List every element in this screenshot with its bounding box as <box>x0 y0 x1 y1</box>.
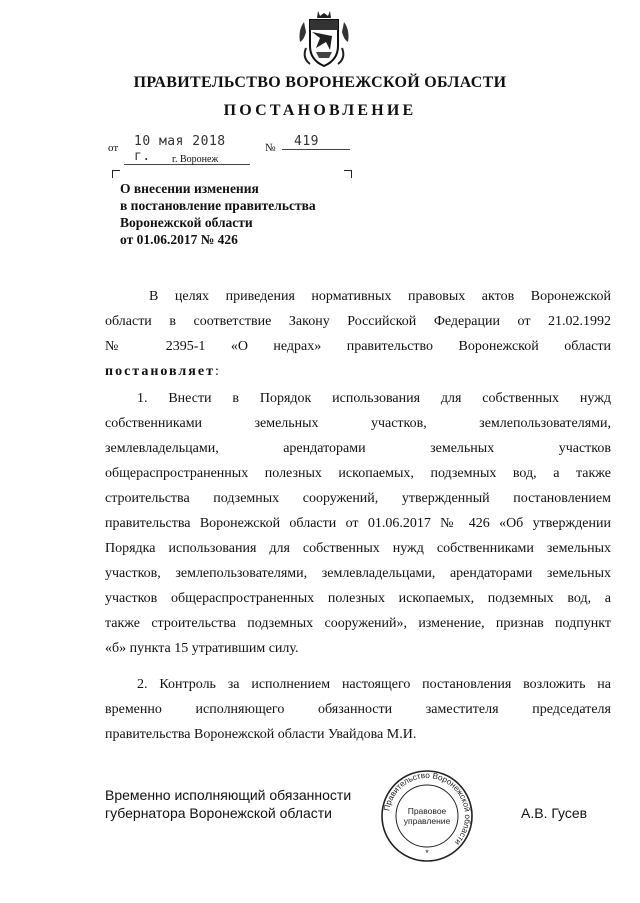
paragraph-line: правительства Воронежской области от 01.06.2017 № 426 «Об утверждении <box>105 516 611 531</box>
paragraph-line: землевладельцами, арендаторами земельных участков <box>105 441 611 456</box>
left-corner-mark <box>112 170 120 178</box>
subject-line: О внесении изменения <box>120 181 259 196</box>
signatory-title-line: губернатора Воронежской области <box>105 805 332 821</box>
signatory-title-line: Временно исполняющий обязанности <box>105 787 352 803</box>
paragraph-line: Порядка использования для собственных нужд собственниками земельных <box>105 541 611 556</box>
paragraph-line: участков общераспространенных полезных ископаемых, подземных вод, а <box>105 591 611 606</box>
paragraph-2 <box>105 672 611 747</box>
paragraph-line: строительства подземных сооружений, утвержденный постановлением <box>105 491 611 506</box>
paragraph-line: 2. Контроль за исполнением настоящего постановления возложить на <box>137 677 611 692</box>
signatory-title <box>105 786 351 822</box>
government-title: ПРАВИТЕЛЬСТВО ВОРОНЕЖСКОЙ ОБЛАСТИ <box>133 74 507 91</box>
paragraph-line: собственниками земельных участков, землепользователями, <box>105 416 611 431</box>
paragraph-line: участков, землепользователями, землевладельцами, арендаторами земельных <box>105 566 611 581</box>
coat-of-arms-icon <box>296 8 352 72</box>
date-value: 10 мая 2018 г. <box>124 134 250 165</box>
stamp-inner-line: Правовое <box>407 806 447 816</box>
subject-line: от 01.06.2017 № 426 <box>120 232 238 247</box>
paragraph-line: также строительства подземных сооружений», изменение, признав подпункт <box>105 616 611 631</box>
stamp-inner-line: управление <box>403 816 451 826</box>
subject-line: в постановление правительства <box>120 198 316 213</box>
intro-line: В целях приведения нормативных правовых актов Воронежской <box>149 289 611 304</box>
paragraph-line: общераспространенных полезных ископаемых, подземных вод, а также <box>105 466 611 481</box>
paragraph-line: «б» пункта 15 утратившим силу. <box>105 641 299 656</box>
date-prefix: от <box>108 142 119 154</box>
intro-paragraph <box>105 284 611 384</box>
city-label: г. Воронеж <box>172 154 219 165</box>
number-prefix: № <box>265 142 276 154</box>
document-type-title: ПОСТАНОВЛЕНИЕ <box>223 102 417 119</box>
signatory-name: А.В. Гусев <box>521 805 588 821</box>
paragraph-line: временно исполняющего обязанности заместителя председателя <box>105 702 611 717</box>
stamp-ring-text: Правительство Воронежской области <box>382 770 473 847</box>
subject-block <box>120 180 316 248</box>
intro-decree-line <box>105 359 611 384</box>
number-value: 419 <box>282 134 350 150</box>
official-stamp <box>376 770 478 862</box>
stamp-star-icon: * <box>425 848 429 858</box>
intro-line: области в соответствие Закону Российской Федерации от 21.02.1992 <box>105 314 611 329</box>
paragraph-line: 1. Внести в Порядок использования для собственных нужд <box>137 391 611 406</box>
intro-line: № 2395-1 «О недрах» правительство Воронежской области <box>105 339 611 354</box>
subject-line: Воронежской области <box>120 215 253 230</box>
decree-word: постановляет <box>105 364 215 379</box>
paragraph-line: правительства Воронежской области Увайдова М.И. <box>105 727 417 742</box>
paragraph-1 <box>105 386 611 661</box>
decree-colon: : <box>214 364 219 379</box>
right-corner-mark <box>344 170 352 178</box>
